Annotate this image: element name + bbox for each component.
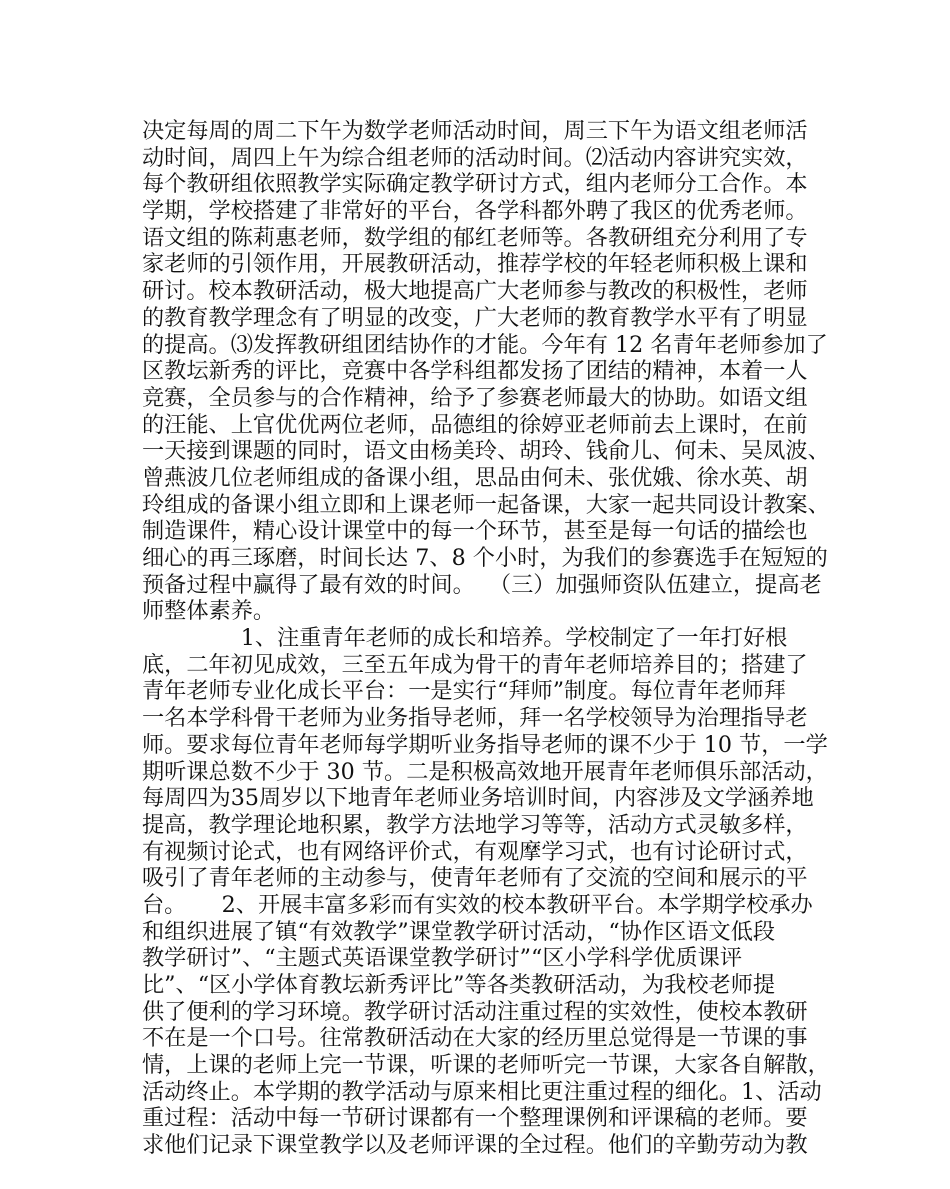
text-line: 求他们记录下课堂教学以及老师评课的全过程。他们的辛勤劳动为教 [142,1132,808,1159]
text-line: 期听课总数不少于 30 节。二是积极高效地开展青年老师俱乐部活动， [142,758,828,785]
text-line: 青年老师专业化成长平台：一是实行“拜师”制度。每位青年老师拜 [142,678,786,705]
text-line: 底，二年初见成效，三至五年成为骨干的青年老师培养目的；搭建了 [142,651,808,678]
text-line: 师整体素养。 [142,598,276,625]
text-line: 和组织进展了镇“有效教学”课堂教学研讨活动，“协作区语文低段 [142,918,776,945]
text-line: 的汪能、上官优优两位老师，品德组的徐婷亚老师前去上课时，在前 [142,411,808,438]
text-line: 的教育教学理念有了明显的改变，广大老师的教育教学水平有了明显 [142,304,808,331]
text-line: 比”、“区小学体育教坛新秀评比”等各类教研活动，为我校老师提 [142,972,776,998]
text-line: 1、注重青年老师的成长和培养。学校制定了一年打好根 [142,625,788,652]
text-line: 重过程：活动中每一节研讨课都有一个整理课例和评课稿的老师。要 [142,1105,808,1132]
text-line: 有视频讨论式，也有网络评价式，有观摩学习式，也有讨论研讨式， [142,838,808,865]
text-line: 动时间，周四上午为综合组老师的活动时间。⑵活动内容讲究实效， [142,144,808,171]
text-line: 家老师的引领作用，开展教研活动，推荐学校的年轻老师积极上课和 [142,251,808,278]
text-line: 的提高。⑶发挥教研组团结协作的才能。今年有 12 名青年老师参加了 [142,331,828,358]
text-line: 制造课件，精心设计课堂中的每一个环节，甚至是每一句话的描绘也 [142,518,808,545]
text-line: 教学研讨”、“主题式英语课堂教学研讨”“区小学科学优质课评 [142,945,743,972]
text-line: 细心的再三琢磨，时间长达 7、8 个小时，为我们的参赛选手在短短的 [142,545,828,571]
text-line: 学期，学校搭建了非常好的平台，各学科都外聘了我区的优秀老师。 [142,198,808,225]
text-line: 台。 2、开展丰富多彩而有实效的校本教研平台。本学期学校承办 [142,891,813,918]
text-line: 师。要求每位青年老师每学期听业务指导老师的课不少于 10 节，一学 [142,731,828,758]
text-line: 决定每周的周二下午为数学老师活动时间，周三下午为语文组老师活 [142,118,808,144]
text-line: 吸引了青年老师的主动参与，使青年老师有了交流的空间和展示的平 [142,865,808,892]
text-line: 一名本学科骨干老师为业务指导老师，拜一名学校领导为治理指导老 [142,705,808,732]
text-line: 供了便利的学习环境。教学研讨活动注重过程的实效性，使校本教研 [142,998,808,1025]
body-text [142,118,830,1159]
text-line: 每周四为35周岁以下地青年老师业务培训时间，内容涉及文学涵养地 [142,785,814,812]
text-line: 竞赛，全员参与的合作精神，给予了参赛老师最大的协助。如语文组 [142,384,808,411]
text-line: 提高，教学理论地积累，教学方法地学习等等，活动方式灵敏多样， [142,811,808,838]
text-line: 玲组成的备课小组立即和上课老师一起备课，大家一起共同设计教案、 [142,491,830,518]
text-line: 一天接到课题的同时，语文由杨美玲、胡玲、钱俞儿、何未、吴凤波、 [142,438,830,465]
text-line: 曾燕波几位老师组成的备课小组，思品由何未、张优娥、徐水英、胡 [142,464,808,491]
text-line: 研讨。校本教研活动，极大地提高广大老师参与教改的积极性，老师 [142,278,808,305]
text-line: 情，上课的老师上完一节课，听课的老师听完一节课，大家各自解散， [142,1052,830,1079]
text-line: 活动终止。本学期的教学活动与原来相比更注重过程的细化。1、活动 [142,1078,822,1105]
text-line: 不在是一个口号。往常教研活动在大家的经历里总觉得是一节课的事 [142,1025,808,1052]
text-line: 区教坛新秀的评比，竞赛中各学科组都发扬了团结的精神，本着一人 [142,358,808,385]
text-line: 每个教研组依照教学实际确定教学研讨方式，组内老师分工合作。本 [142,171,808,198]
text-line: 预备过程中赢得了最有效的时间。 （三）加强师资队伍建立，提高老 [142,571,822,598]
text-line: 语文组的陈莉惠老师，数学组的郁红老师等。各教研组充分利用了专 [142,224,808,251]
